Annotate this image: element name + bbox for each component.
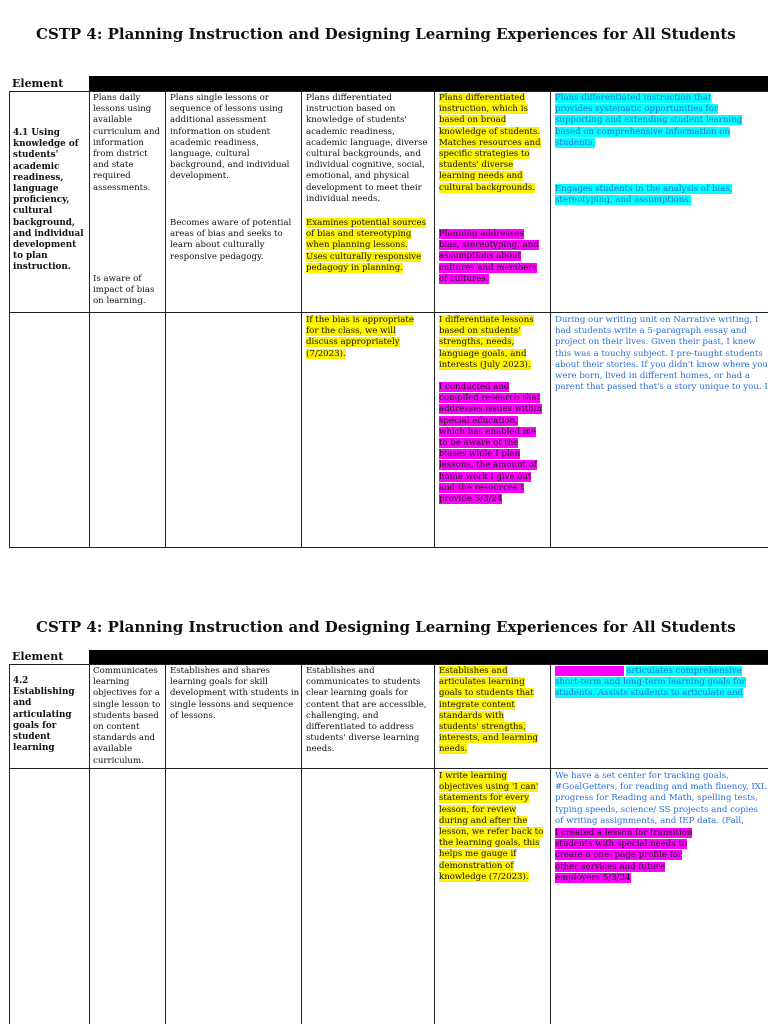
evidence-4-1-col3: If the bias is appropriate for the class, we will discuss appropriately (7/2023).	[306, 315, 414, 359]
cell-4-1-col4-b: Planning addresses bias, stereotyping, and assumptions about cultures and members of cultures.	[439, 229, 539, 284]
header-bar-1	[89, 76, 768, 91]
element-header-1: Element	[12, 77, 64, 90]
cell-4-2-col2: Establishes and shares learning goals for skill development with students in single lessons and sequence of lessons.	[170, 666, 300, 721]
evidence-4-2-col5-b: I created a lesson for transition students with special needs to create a one- page profile for other services and future employers 5/3/24	[555, 828, 693, 883]
cell-4-1-col1-b: Is aware of impact of bias on learning.	[93, 274, 155, 307]
element-header-2: Element	[12, 650, 64, 663]
evidence-4-1-col4-a: I differentiate lessons based on students' strengths, needs, language goals, and interests (July 2023).	[439, 315, 534, 370]
cell-4-1-col3-a: Plans differentiated instruction based on knowledge of students' academic readiness, academic language, diverse cultural backgrounds, and individual cognitive, social, emotional, and physical development to meet their individual needs.	[306, 93, 428, 204]
cell-4-2-col5: Establishes and articulates comprehensive short-term and long-term learning goals for students. Assists students to articulate and	[555, 666, 768, 700]
cell-4-1-col4-a: Plans differentiated instruction, which is based on broad knowledge of students. Matches resources and specific strategies to students' diverse learning needs and cultural backgrounds.	[439, 93, 541, 193]
cell-4-1-col2-b: Becomes aware of potential areas of bias and seeks to learn about culturally responsive pedagogy.	[170, 218, 292, 262]
cell-4-1-col5-b: Engages students in the analysis of bias, stereotyping, and assumptions.	[555, 184, 733, 206]
element-4-1: 4.1 Using knowledge of students' academic readiness, language proficiency, cultural background, and individual development to plan instruction.	[13, 128, 84, 273]
evidence-4-2-col5-a: We have a set center for tracking goals, #GoalGetters, for reading and math fluency, IXL progress for Reading and Math, spelling tests, typing speeds, science/ SS projects and copies of writing assignments, and IEP data. (Fall,	[555, 771, 767, 826]
element-4-2: 4.2 Establishing and articulating goals for student learning	[13, 676, 75, 754]
cell-4-2-col3: Establishes and communicates to students clear learning goals for content that are accessible, challenging, and differentiated to address students' diverse learning needs.	[306, 666, 427, 755]
cell-4-1-col2-a: Plans single lessons or sequence of lessons using additional assessment information on student academic readiness, language, cultural background, and individual development.	[170, 93, 290, 182]
evidence-4-2-col4: I write learning objectives using 'I can' statements for every lesson, for review during and after the lesson, we refer back to the learning goals, this helps me gauge if demonstration of knowledge (7/2023).	[439, 771, 544, 882]
evidence-4-1-col5: During our writing unit on Narrative writing, I had students write a 5-paragraph essay and project on their lives. Given their past, I knew this was a touchy subject. I pre-taught students about their stories. If you didn't know where you were born, lived in different homes, or had a parent that passed that's a story unique to you. I	[555, 315, 768, 391]
cell-4-2-col4: Establishes and articulates learning goals to students that integrate content standards with students' strengths, interests, and learning needs.	[439, 666, 539, 755]
cell-4-1-col5-a: Plans differentiated instruction that provides systematic opportunities for supporting and extending student learning based on comprehensive information on students.	[555, 93, 743, 148]
cell-4-2-col1: Communicates learning objectives for a single lesson to students based on content standards and available curriculum.	[93, 666, 161, 766]
header-bar-2	[89, 650, 768, 664]
cell-4-1-col3-b: Examines potential sources of bias and stereotyping when planning lessons. Uses culturally responsive pedagogy in planning.	[306, 218, 426, 273]
page-title-2: CSTP 4: Planning Instruction and Designing Learning Experiences for All Students	[36, 618, 736, 636]
page-title-1: CSTP 4: Planning Instruction and Designing Learning Experiences for All Students	[36, 25, 736, 43]
evidence-4-1-col4-b: I conducted and compiled research that addresses issues within special education, which has enabled me to be aware of the biases while I plan lessons, the amount of home work I give out and the resources I provide 5/3/24	[439, 382, 543, 505]
cell-4-1-col1-a: Plans daily lessons using available curriculum and information from district and state required assessments.	[93, 93, 160, 193]
